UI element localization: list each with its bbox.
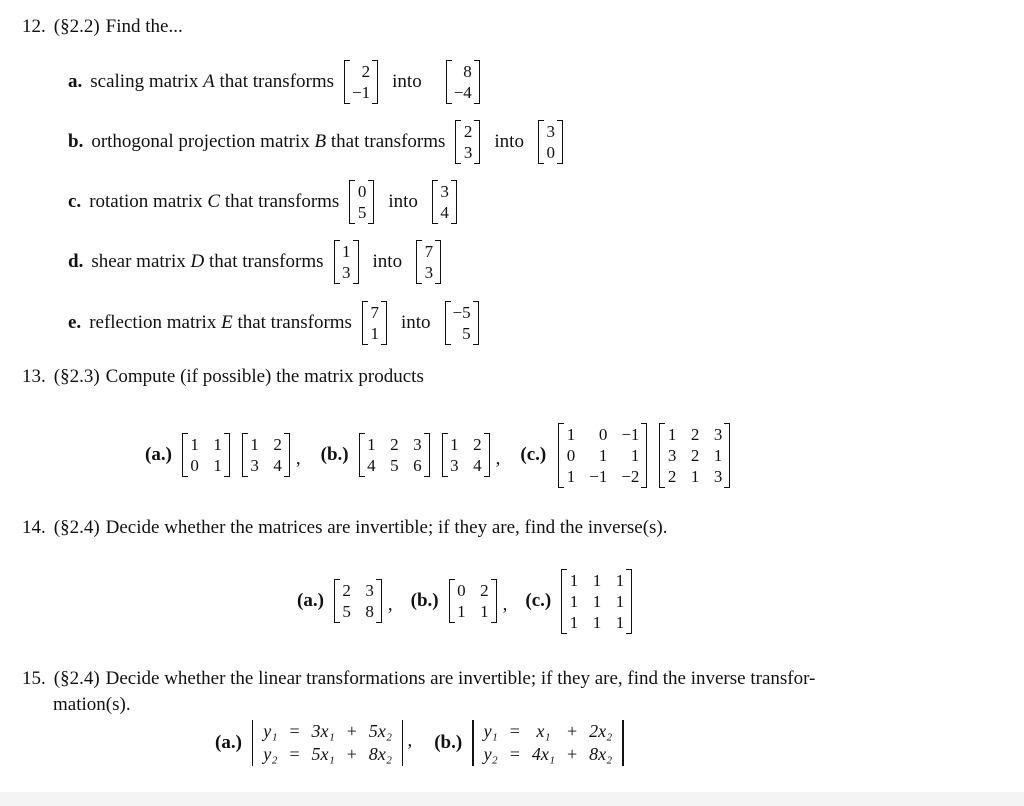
into-word: into	[388, 191, 418, 212]
right-bracket	[451, 180, 457, 224]
problem-number: 15.	[22, 668, 46, 689]
item-label: c.	[68, 191, 82, 212]
matrix	[182, 433, 230, 477]
left-bar	[472, 720, 473, 766]
into-word: into	[392, 71, 422, 92]
matrix-entry: 3	[546, 122, 555, 141]
problem-12a	[68, 60, 486, 104]
problem-15-heading	[22, 668, 815, 690]
matrix	[561, 569, 632, 634]
matrix-entry: 2	[480, 581, 489, 600]
problem-14-heading	[22, 517, 668, 539]
matrix-entry: 2	[342, 581, 351, 600]
matrix-entry: 3	[250, 456, 259, 475]
equation-term: 2x₂	[589, 721, 613, 741]
matrix	[558, 423, 647, 488]
problem-15-heading-cont	[53, 694, 131, 716]
right-bracket	[474, 120, 480, 164]
equation-term: 8x₂	[589, 744, 613, 764]
item-text: reflection matrix	[89, 312, 217, 333]
problem-12d	[68, 240, 447, 284]
vector-from	[362, 301, 387, 345]
right-bracket	[381, 301, 387, 345]
matrix-entry: 1	[370, 324, 379, 343]
matrix	[442, 433, 490, 477]
matrix-entry: 8	[365, 602, 374, 621]
matrix-entry: 1	[213, 435, 222, 454]
matrix-entry: 1	[615, 612, 625, 632]
part-label: (b.)	[410, 590, 439, 611]
equation-term: 3x₁	[311, 721, 335, 741]
right-bracket	[435, 240, 441, 284]
part-label: (a.)	[297, 590, 324, 611]
equation-term: +	[346, 721, 357, 741]
matrix-entry: −1	[621, 424, 640, 444]
into-word: into	[400, 312, 431, 333]
matrix-entry: 1	[566, 424, 576, 444]
section-ref: (§2.4)	[53, 668, 100, 689]
matrix-entry: 5	[390, 456, 399, 475]
matrix-entry: 2	[273, 435, 282, 454]
problem-title: Compute (if possible) the matrix products	[105, 366, 424, 387]
matrix-entry: 3	[424, 263, 434, 282]
matrix-entry: 0	[546, 143, 555, 162]
right-bar	[402, 720, 403, 766]
matrix-entry: 0	[457, 581, 466, 600]
problem-12c	[68, 180, 463, 224]
matrix-entry: 2	[463, 122, 473, 141]
problem-15-systems	[215, 720, 634, 766]
section-ref: (§2.4)	[53, 517, 100, 538]
right-bracket	[491, 579, 497, 623]
matrix-entry: 2	[390, 435, 399, 454]
left-bar	[252, 720, 253, 766]
into-word: into	[494, 131, 524, 152]
equation-term: y₁	[263, 721, 278, 741]
matrix-entry: 1	[569, 591, 579, 611]
equation-system	[263, 720, 392, 766]
item-text: orthogonal projection matrix	[91, 131, 310, 152]
separator: ,	[502, 594, 508, 615]
matrix-entry: 6	[413, 456, 422, 475]
problem-title: Decide whether the linear transformations are invertible; if they are, find the inverse transfor-	[105, 668, 816, 689]
matrix	[449, 579, 497, 623]
equation-term: =	[509, 721, 520, 741]
problem-number: 12.	[22, 16, 46, 37]
right-bar	[622, 720, 623, 766]
matrix-entry: 1	[598, 445, 608, 465]
vector-from	[334, 240, 359, 284]
part-label: (b.)	[434, 732, 463, 753]
matrix-entry: 1	[450, 435, 459, 454]
matrix-entry: 2	[667, 466, 677, 486]
equation-term: +	[566, 744, 578, 764]
matrix-entry: 3	[342, 263, 351, 282]
right-bracket	[474, 60, 480, 104]
matrix-variable: E	[221, 312, 233, 333]
matrix-entry: 3	[463, 143, 473, 162]
right-bracket	[368, 180, 374, 224]
matrix-entry: 3	[413, 435, 422, 454]
matrix-entry: 7	[424, 242, 434, 261]
item-label: e.	[68, 312, 82, 333]
matrix-entry: 5	[462, 324, 471, 343]
problem-12b	[68, 120, 569, 164]
vector-from	[349, 180, 374, 224]
item-label: b.	[68, 131, 84, 152]
matrix-entry: −4	[453, 83, 472, 102]
equation-term: =	[509, 744, 520, 764]
problem-13-products	[145, 412, 736, 498]
item-text: rotation matrix	[89, 191, 203, 212]
matrix	[359, 433, 430, 477]
matrix-entry: 2	[361, 62, 371, 81]
matrix-entry: 1	[667, 424, 677, 444]
matrix-entry: 1	[566, 466, 576, 486]
problem-title: Decide whether the matrices are invertible; if they are, find the inverse(s).	[105, 517, 668, 538]
matrix-entry: 1	[480, 602, 489, 621]
matrix-entry: 0	[357, 182, 367, 201]
matrix-entry: 3	[713, 466, 723, 486]
equation-term: 5x₁	[311, 744, 335, 764]
matrix-entry: −5	[452, 303, 471, 322]
right-bracket	[376, 579, 382, 623]
item-text: that transforms	[219, 71, 335, 92]
right-bracket	[424, 433, 430, 477]
matrix-entry: 1	[690, 466, 700, 486]
matrix-entry: 0	[598, 424, 608, 444]
right-bracket	[724, 423, 730, 488]
equation-term: 4x₁	[531, 744, 556, 764]
matrix-entry: 3	[450, 456, 459, 475]
equation-term: +	[566, 721, 578, 741]
vector-to	[416, 240, 441, 284]
matrix-entry: 7	[370, 303, 379, 322]
part-label: (b.)	[320, 444, 349, 465]
right-bracket	[557, 120, 563, 164]
problem-title: Find the...	[105, 16, 183, 37]
matrix	[334, 579, 382, 623]
problem-12-heading	[22, 16, 183, 38]
problem-number: 13.	[22, 366, 46, 387]
matrix-entry: 2	[690, 424, 700, 444]
right-bracket	[641, 423, 647, 488]
matrix-entry: 1	[457, 602, 466, 621]
right-bracket	[626, 569, 632, 634]
vector-to	[445, 301, 479, 345]
matrix-entry: 2	[473, 435, 482, 454]
page-bottom-strip	[0, 792, 1024, 806]
matrix-entry: 4	[440, 203, 449, 222]
right-bracket	[284, 433, 290, 477]
equation-term: 5x₂	[368, 721, 393, 741]
matrix	[242, 433, 290, 477]
matrix-entry: 4	[273, 456, 282, 475]
equation-term: y₂	[263, 744, 278, 764]
item-text: shear matrix	[91, 251, 186, 272]
matrix-entry: −2	[621, 466, 640, 486]
equation-term: x₁	[536, 721, 551, 741]
matrix-entry: 1	[630, 445, 640, 465]
equation-term: =	[289, 721, 300, 741]
matrix-variable: A	[203, 71, 215, 92]
equation-term: y₂	[483, 744, 498, 764]
item-text: that transforms	[330, 131, 446, 152]
matrix-entry: 3	[713, 424, 723, 444]
item-text: that transforms	[224, 191, 340, 212]
matrix-entry: 1	[190, 435, 199, 454]
matrix	[659, 423, 730, 488]
part-label: (c.)	[525, 590, 552, 611]
matrix-entry: 1	[367, 435, 376, 454]
item-text: that transforms	[209, 251, 324, 272]
matrix-entry: 4	[473, 456, 482, 475]
right-bracket	[224, 433, 230, 477]
separator: ,	[407, 730, 413, 751]
matrix-entry: 1	[615, 591, 625, 611]
matrix-entry: 3	[667, 445, 677, 465]
matrix-entry: 1	[592, 612, 602, 632]
separator: ,	[295, 448, 301, 469]
problem-13-heading	[22, 366, 424, 388]
matrix-entry: 1	[213, 456, 222, 475]
right-bracket	[372, 60, 378, 104]
separator: ,	[495, 448, 501, 469]
equation-term: +	[346, 744, 357, 764]
matrix-entry: 3	[365, 581, 374, 600]
equation-term: y₁	[483, 721, 498, 741]
vector-to	[432, 180, 457, 224]
equation-term: 8x₂	[368, 744, 393, 764]
problem-title-continued: mation(s).	[53, 694, 131, 715]
vector-to	[538, 120, 563, 164]
item-text: that transforms	[237, 312, 352, 333]
problem-number: 14.	[22, 517, 46, 538]
matrix-entry: 0	[566, 445, 576, 465]
vector-from	[455, 120, 480, 164]
into-word: into	[372, 251, 403, 272]
right-bracket	[473, 301, 479, 345]
matrix-entry: −1	[589, 466, 608, 486]
matrix-entry: 2	[690, 445, 700, 465]
part-label: (a.)	[215, 732, 242, 753]
matrix-entry: 1	[713, 445, 723, 465]
matrix-variable: B	[314, 131, 327, 152]
equation-system	[484, 720, 613, 766]
matrix-entry: 5	[357, 203, 367, 222]
section-ref: (§2.2)	[53, 16, 100, 37]
matrix-entry: 0	[190, 456, 199, 475]
matrix-entry: 1	[569, 570, 579, 590]
matrix-entry: 1	[342, 242, 351, 261]
matrix-entry: 1	[615, 570, 625, 590]
vector-from	[344, 60, 378, 104]
section-ref: (§2.3)	[53, 366, 100, 387]
item-text: scaling matrix	[90, 71, 199, 92]
problem-12e	[68, 301, 485, 345]
item-label: a.	[68, 71, 83, 92]
matrix-entry: 5	[342, 602, 351, 621]
part-label: (a.)	[145, 444, 172, 465]
part-label: (c.)	[520, 444, 547, 465]
right-bracket	[484, 433, 490, 477]
problem-14-matrices	[297, 560, 638, 642]
matrix-entry: 8	[463, 62, 472, 81]
matrix-entry: 4	[367, 456, 376, 475]
matrix-entry: 1	[592, 591, 602, 611]
matrix-entry: 1	[250, 435, 259, 454]
right-bracket	[353, 240, 359, 284]
item-label: d.	[68, 251, 84, 272]
matrix-variable: C	[207, 191, 221, 212]
matrix-variable: D	[190, 251, 205, 272]
equation-term: =	[289, 744, 300, 764]
vector-to	[446, 60, 480, 104]
matrix-entry: 3	[440, 182, 449, 201]
separator: ,	[387, 594, 393, 615]
matrix-entry: 1	[592, 570, 602, 590]
matrix-entry: 1	[569, 612, 579, 632]
matrix-entry: −1	[352, 83, 371, 102]
